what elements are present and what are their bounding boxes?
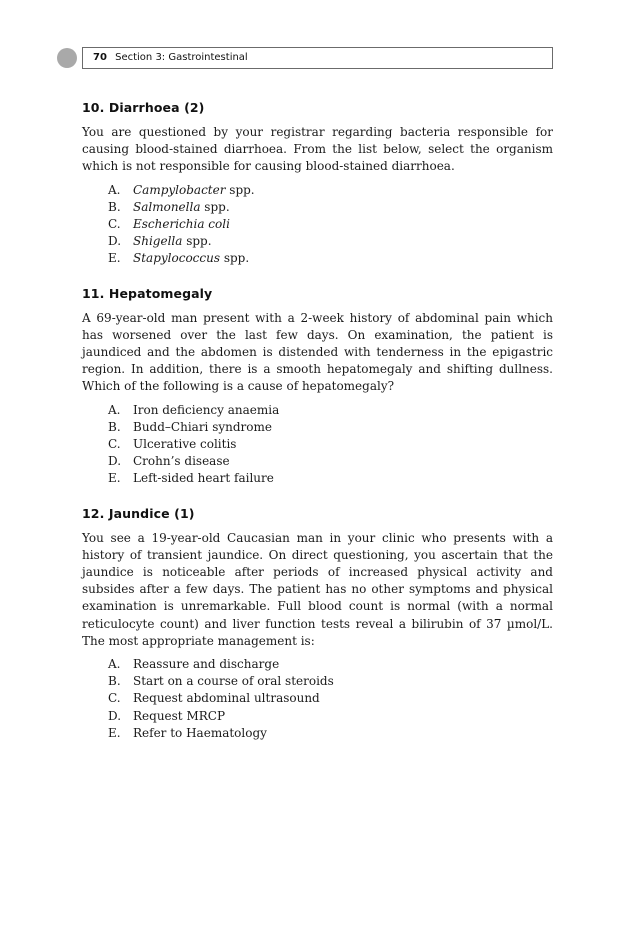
answer-options <box>82 656 553 742</box>
option-letter: C. <box>108 217 121 232</box>
option-text: spp. <box>200 199 230 214</box>
option-italic: Shigella <box>133 234 183 249</box>
question-12 <box>82 506 553 742</box>
page-content <box>82 100 553 760</box>
option-text: Refer to Haematology <box>133 725 267 740</box>
page-marker-circle <box>57 48 77 68</box>
answer-options <box>82 402 553 488</box>
option-text: spp. <box>225 182 255 197</box>
option-item <box>108 725 553 742</box>
option-italic: Escherichia coli <box>133 217 230 232</box>
question-stem: A 69-year-old man present with a 2-week history of abdominal pain which has worsened over the last few days. On examination, the patient is jaundiced and the abdomen is distended with tenderness in the epigastric region. In addition, there is a smooth hepatomegaly and shifting dullness. Which of the following is a cause of hepatomegaly? <box>82 310 553 394</box>
option-item <box>108 656 553 673</box>
section-title: Section 3: Gastrointestinal <box>115 52 248 63</box>
option-italic: Stapylococcus <box>133 251 220 266</box>
question-10 <box>82 100 553 268</box>
option-letter: E. <box>108 471 121 486</box>
option-letter: B. <box>108 199 121 214</box>
option-item <box>108 199 553 216</box>
option-letter: A. <box>108 182 121 197</box>
option-text: Ulcerative colitis <box>133 437 237 452</box>
page-number: 70 <box>93 52 107 63</box>
option-letter: A. <box>108 402 121 417</box>
option-text: Budd–Chiari syndrome <box>133 419 272 434</box>
option-letter: B. <box>108 674 121 689</box>
option-text: Reassure and discharge <box>133 657 280 672</box>
option-item <box>108 436 553 453</box>
option-text: Crohn’s disease <box>133 454 230 469</box>
option-item <box>108 182 553 199</box>
question-title: 11. Hepatomegaly <box>82 285 213 301</box>
option-item <box>108 250 553 267</box>
option-text: Iron deficiency anaemia <box>133 402 280 417</box>
question-title: 10. Diarrhoea (2) <box>82 100 205 115</box>
option-letter: E. <box>108 251 121 266</box>
running-header <box>82 47 553 69</box>
option-text: Request abdominal ultrasound <box>133 691 320 706</box>
option-item <box>108 233 553 250</box>
question-11 <box>82 286 553 488</box>
option-letter: D. <box>108 708 122 723</box>
option-letter: C. <box>108 437 121 452</box>
option-item <box>108 470 553 487</box>
option-italic: Campylobacter <box>133 182 226 197</box>
option-text: Left-sided heart failure <box>133 471 274 486</box>
option-letter: E. <box>108 725 121 740</box>
option-item <box>108 216 553 233</box>
option-letter: D. <box>108 234 122 249</box>
option-item <box>108 690 553 707</box>
option-text: Request MRCP <box>133 708 226 723</box>
option-letter: C. <box>108 691 121 706</box>
option-italic: Salmonella <box>133 199 201 214</box>
option-letter: B. <box>108 419 121 434</box>
answer-options <box>82 182 553 268</box>
question-stem: You see a 19-year-old Caucasian man in your clinic who presents with a history of transient jaundice. On direct questioning, you ascertain that the jaundice is noticeable after periods of increased physical activity and subsides after a few days. The patient has no other symptoms and physical examination is unremarkable. Full blood count is normal (with a normal reticulocyte count) and liver function tests reveal a bilirubin of 37 µmol/L. The most appropriate management is: <box>82 530 553 648</box>
option-text: Start on a course of oral steroids <box>133 674 334 689</box>
option-letter: D. <box>108 454 122 469</box>
option-text: spp. <box>220 251 250 266</box>
option-item <box>108 402 553 419</box>
option-item <box>108 453 553 470</box>
option-item <box>108 419 553 436</box>
option-text: spp. <box>182 234 212 249</box>
option-item <box>108 673 553 690</box>
question-stem: You are questioned by your registrar regarding bacteria responsible for causing blood-stained diarrhoea. From the list below, select the organism which is not responsible for causing blood-stained diarrhoea. <box>82 125 553 174</box>
option-item <box>108 708 553 725</box>
option-letter: A. <box>108 657 121 672</box>
question-title: 12. Jaundice (1) <box>82 505 195 521</box>
